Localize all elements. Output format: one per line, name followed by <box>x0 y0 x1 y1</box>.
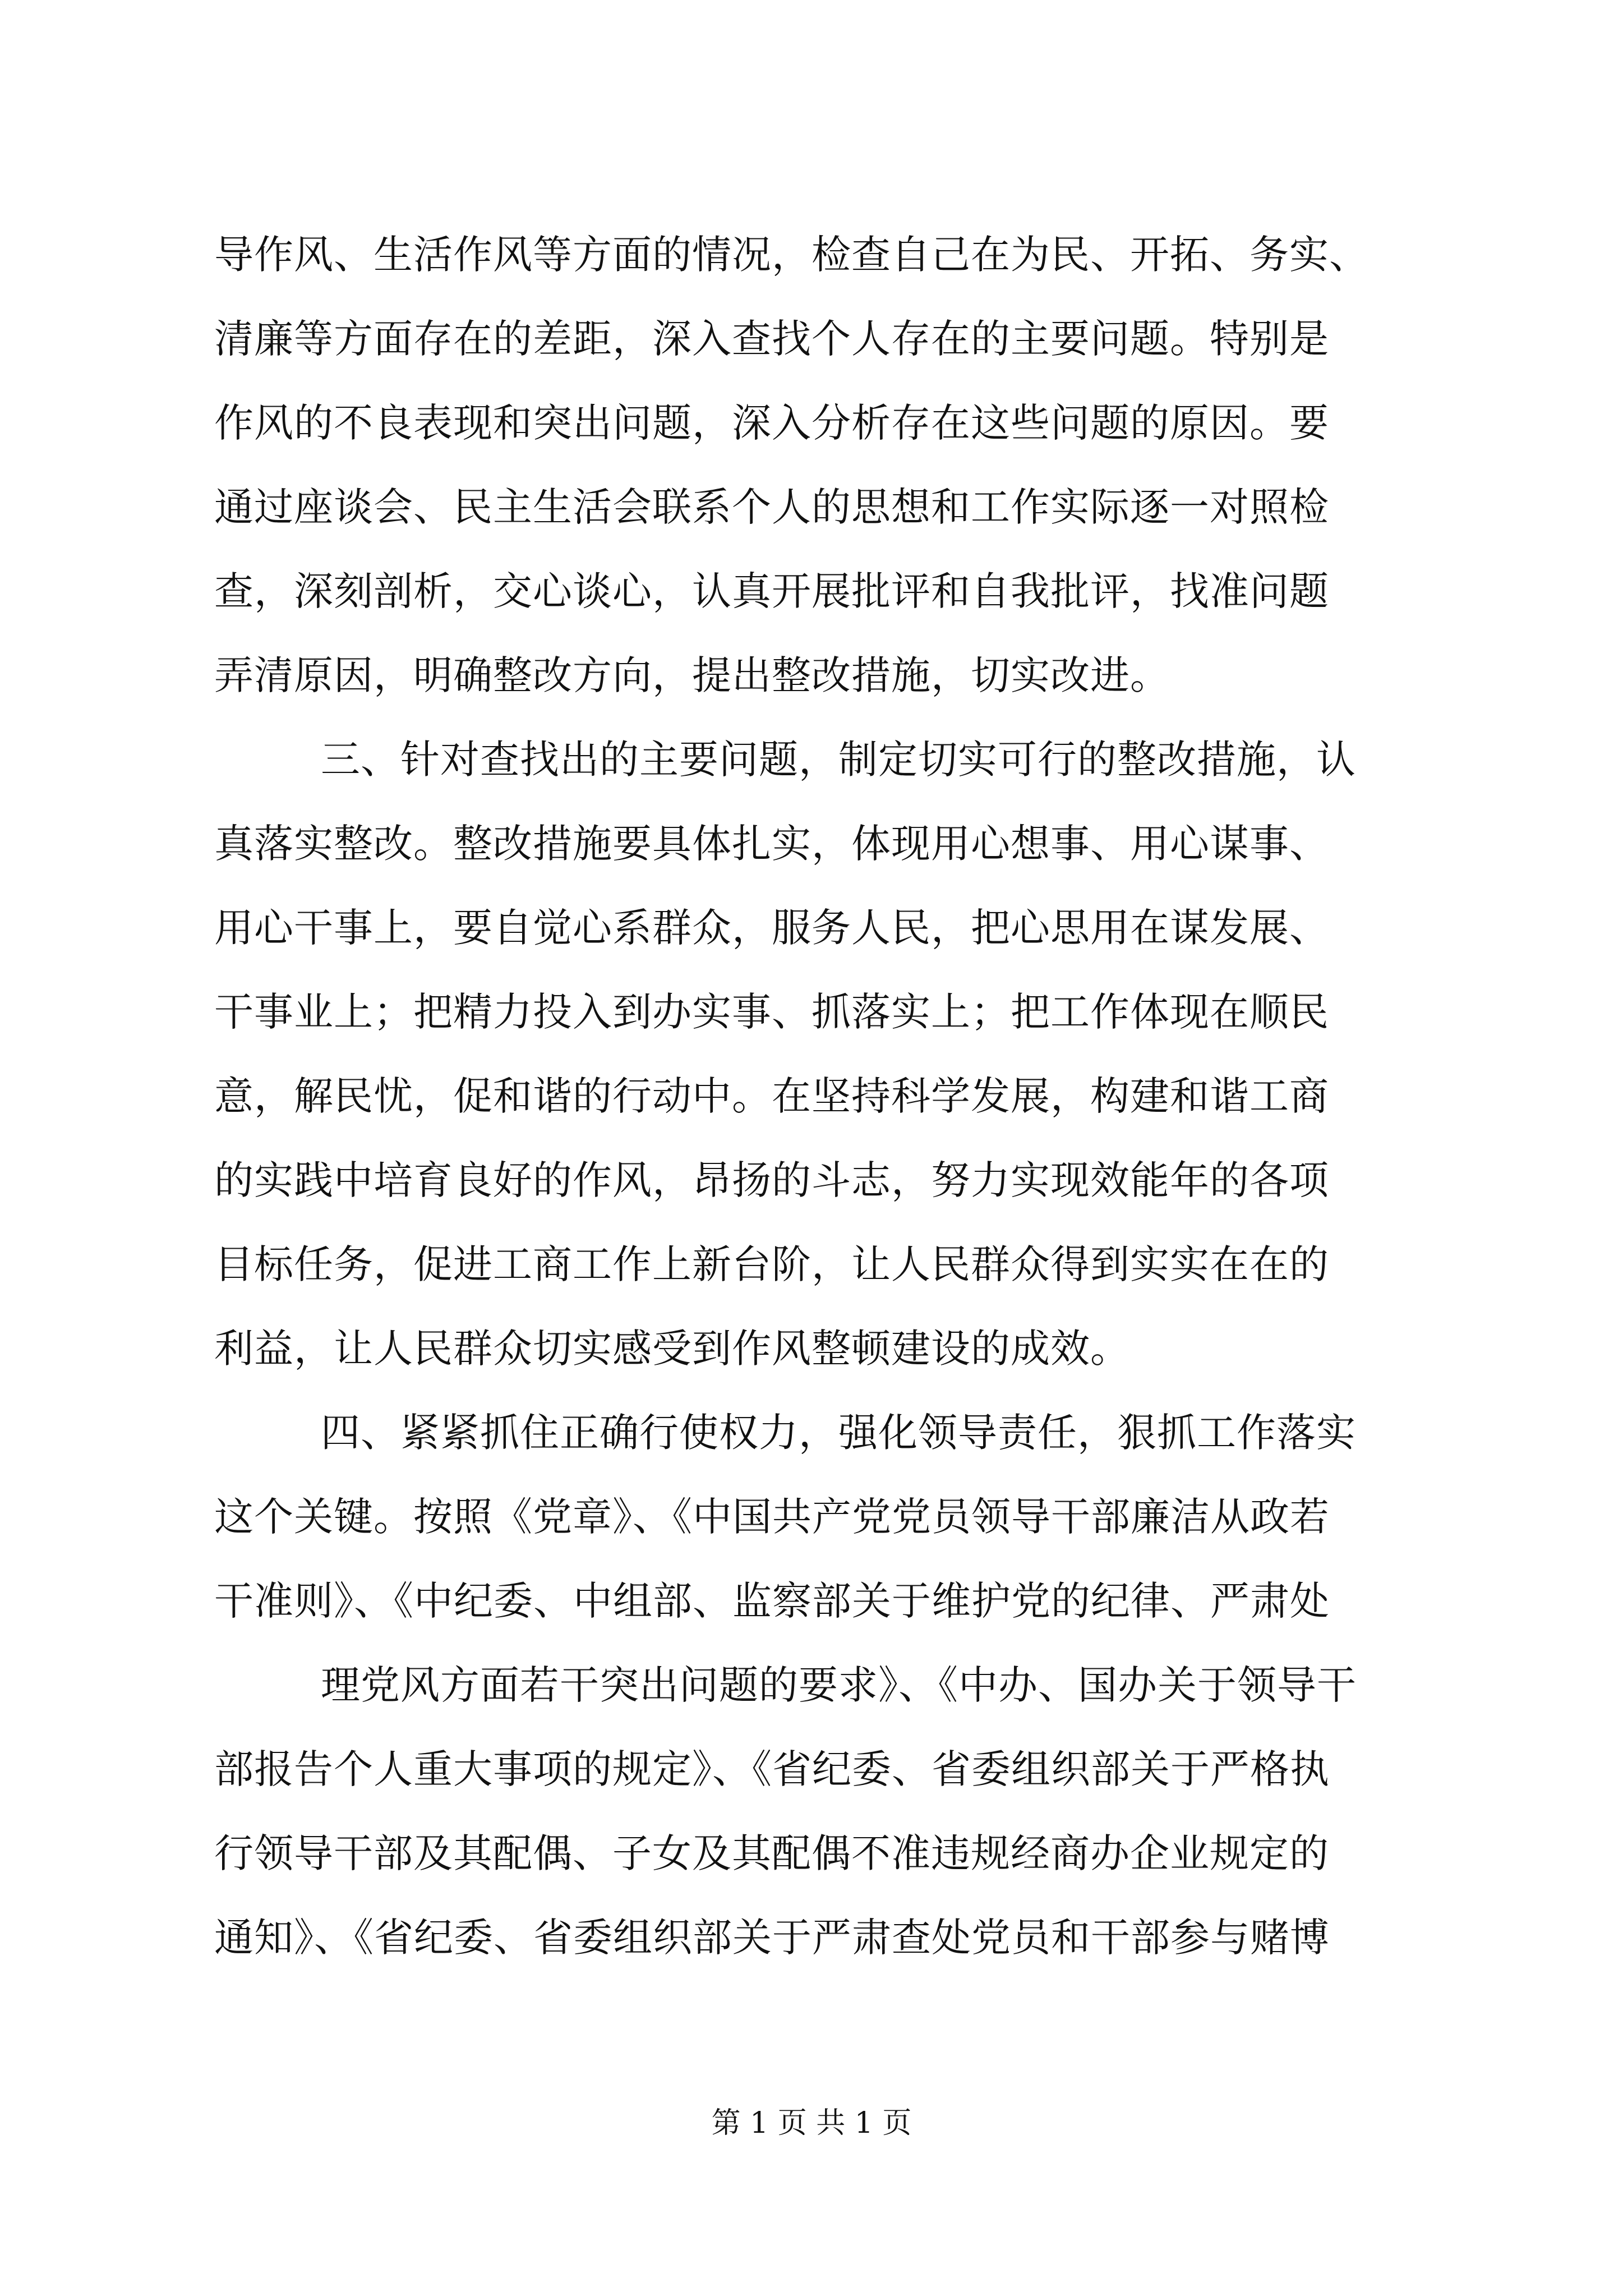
text-line: 真落实整改。整改措施要具体扎实，体现用心想事、用心谋事、 <box>214 821 1329 867</box>
paragraph-start-line: 理党风方面若干突出问题的要求》、《中办、国办关于领导干 <box>321 1662 1357 1708</box>
text-line: 干事业上；把精力投入到办实事、抓落实上；把工作体现在顺民 <box>214 989 1329 1035</box>
paragraph-start-line: 三、针对查找出的主要问题，制定切实可行的整改措施，认 <box>321 737 1356 783</box>
text-line: 这个关键。按照《党章》、《中国共产党党员领导干部廉洁从政若 <box>214 1494 1330 1540</box>
paragraph-start-line: 四、紧紧抓住正确行使权力，强化领导责任，狠抓工作落实 <box>321 1410 1356 1456</box>
text-line: 弄清原因，明确整改方向，提出整改措施，切实改进。 <box>214 652 1170 698</box>
page-number-footer: 第 1 页 共 1 页 <box>711 2106 912 2140</box>
text-line: 查，深刻剖析，交心谈心，认真开展批评和自我批评，找准问题 <box>214 568 1329 614</box>
text-line: 意，解民忧，促和谐的行动中。在坚持科学发展，构建和谐工商 <box>214 1073 1329 1119</box>
text-line: 部报告个人重大事项的规定》、《省纪委、省委组织部关于严格执 <box>214 1746 1330 1792</box>
text-line: 利益，让人民群众切实感受到作风整顿建设的成效。 <box>214 1326 1130 1372</box>
text-line: 目标任务，促进工商工作上新台阶，让人民群众得到实实在在的 <box>214 1241 1329 1287</box>
text-line: 作风的不良表现和突出问题，深入分析存在这些问题的原因。要 <box>214 400 1329 446</box>
text-line: 行领导干部及其配偶、子女及其配偶不准违规经商办企业规定的 <box>214 1830 1329 1876</box>
text-line: 通过座谈会、民主生活会联系个人的思想和工作实际逐一对照检 <box>214 484 1329 530</box>
text-line: 用心干事上，要自觉心系群众，服务人民，把心思用在谋发展、 <box>214 905 1329 951</box>
text-line: 通知》、《省纪委、省委组织部关于严肃查处党员和干部参与赌博 <box>214 1915 1330 1961</box>
text-line: 的实践中培育良好的作风，昂扬的斗志，努力实现效能年的各项 <box>214 1157 1329 1203</box>
text-line: 导作风、生活作风等方面的情况，检查自己在为民、开拓、务实、 <box>214 232 1369 278</box>
text-line: 清廉等方面存在的差距，深入查找个人存在的主要问题。特别是 <box>214 316 1329 362</box>
text-line: 干准则》、《中纪委、中组部、监察部关于维护党的纪律、严肃处 <box>214 1578 1330 1624</box>
